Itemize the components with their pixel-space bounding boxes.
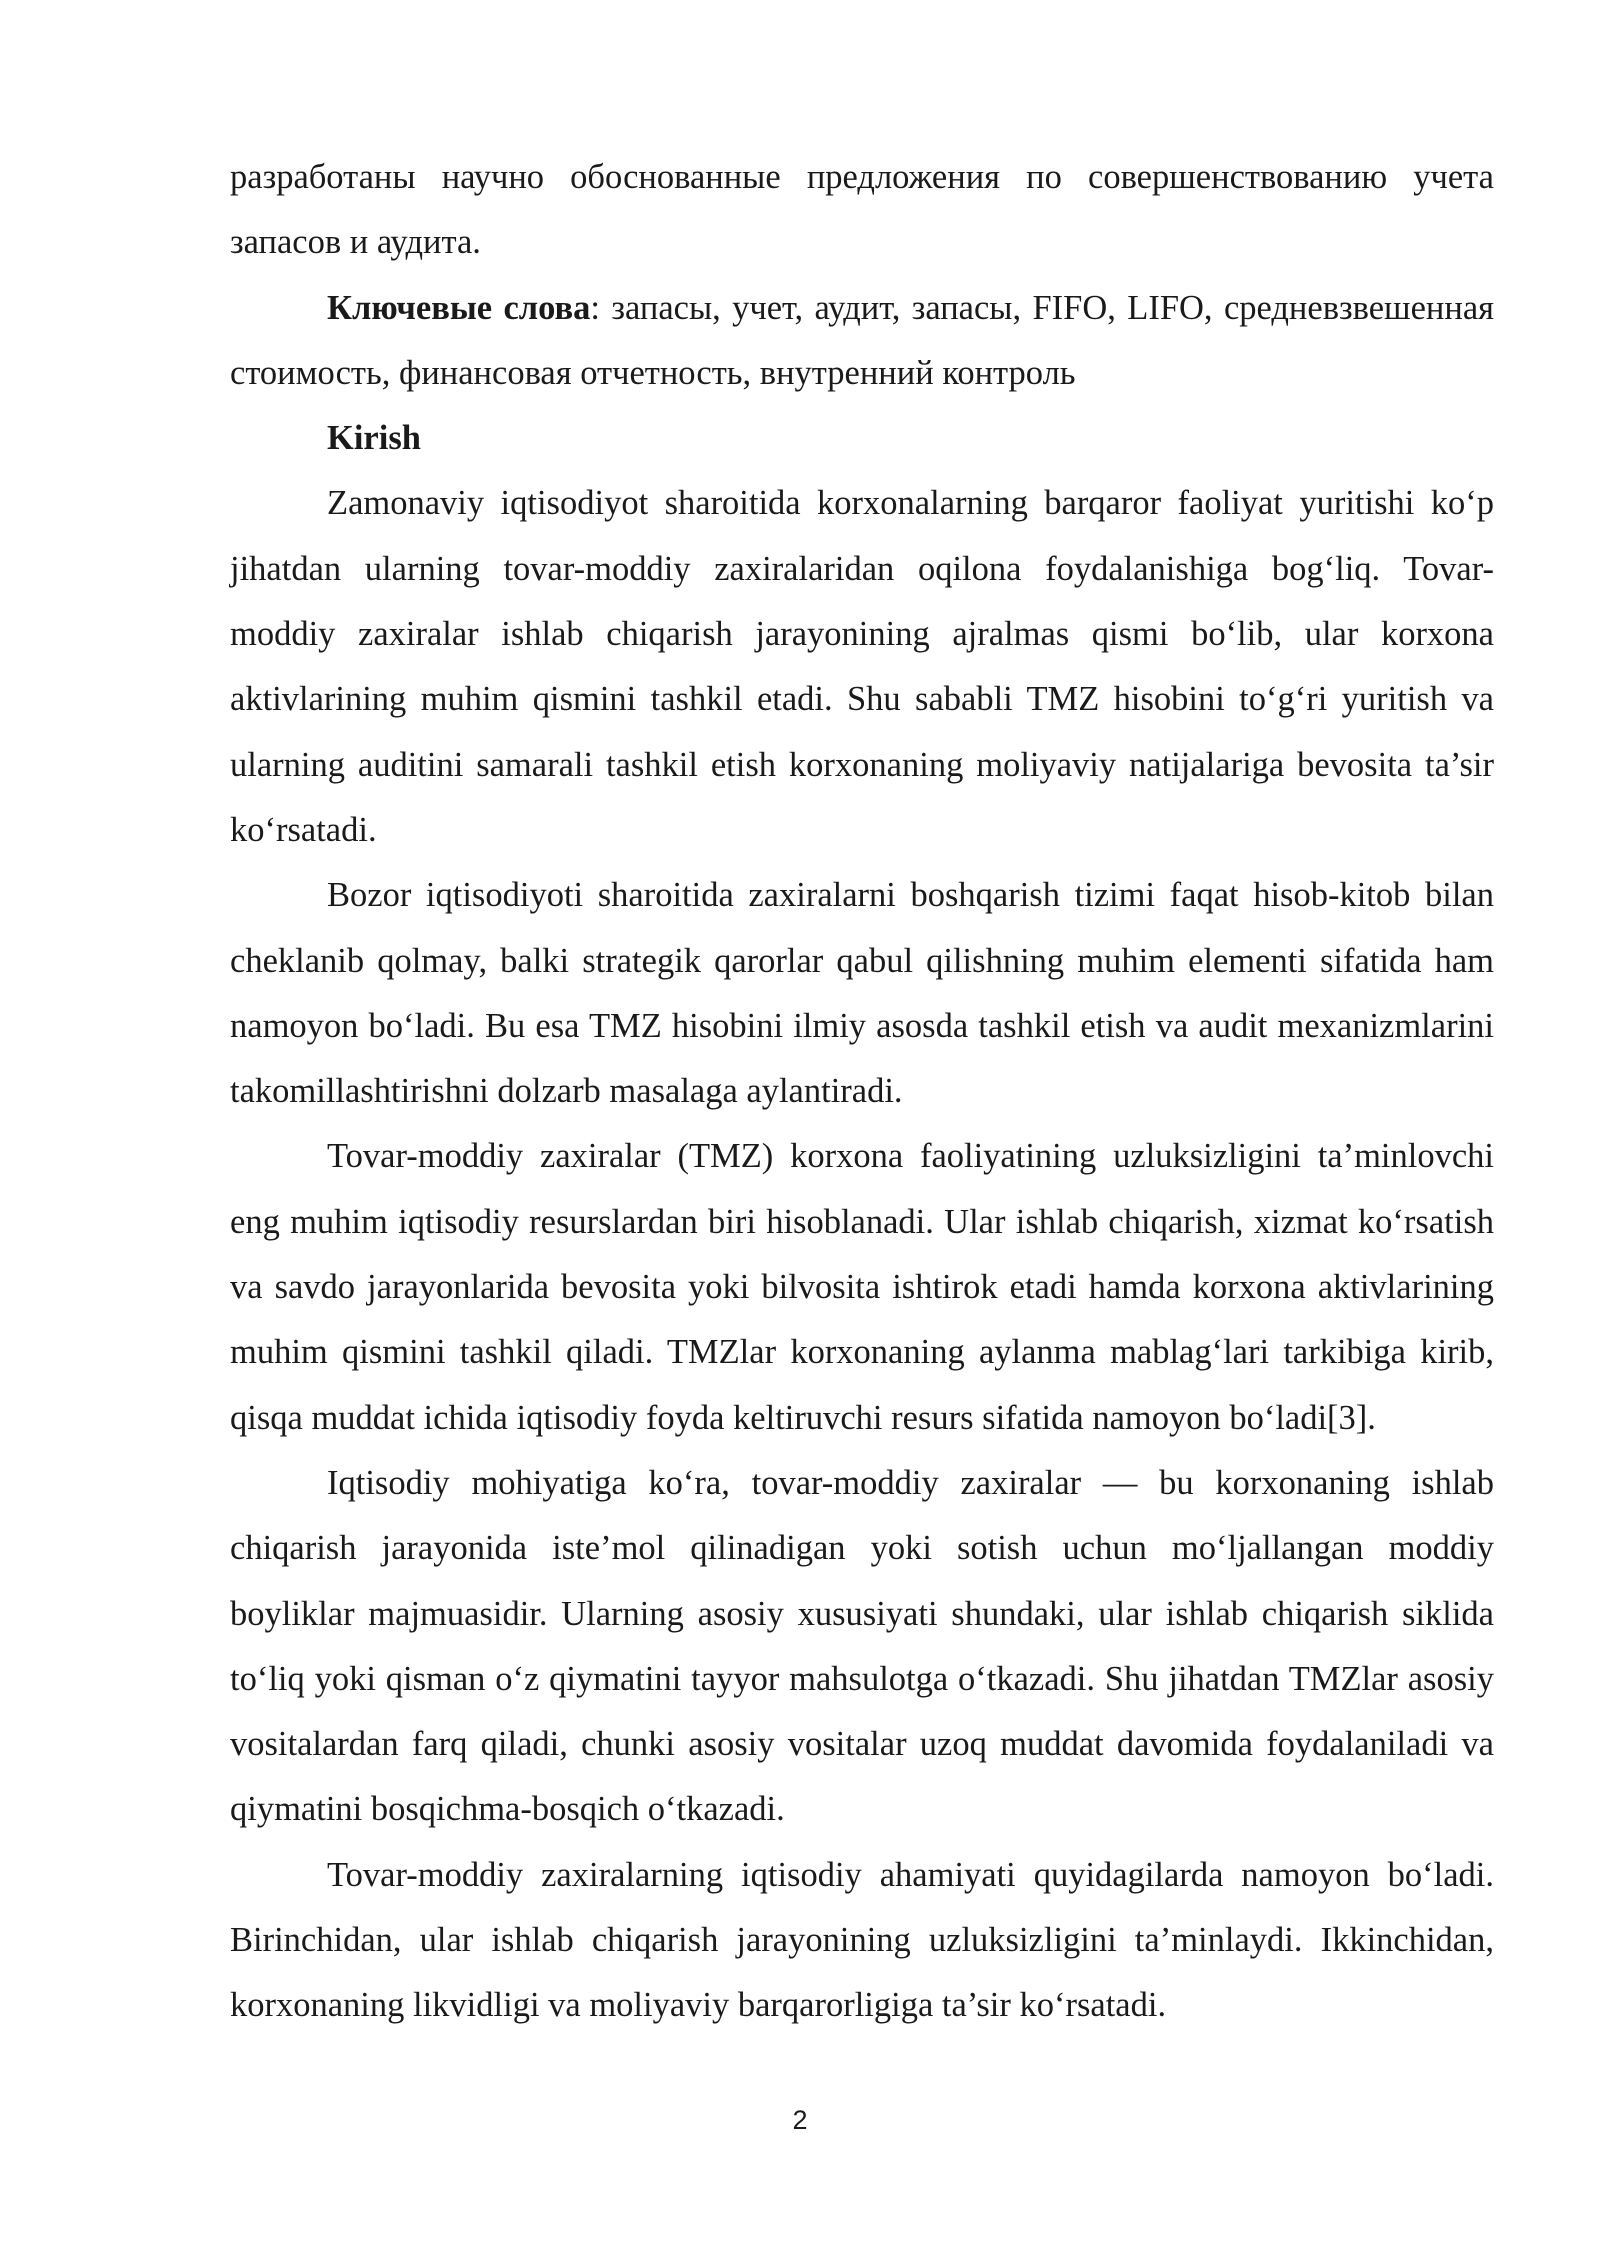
paragraph-2: Bozor iqtisodiyoti sharoitida zaxiralarni boshqarish tizimi faqat hisob-kitob bilan cheklanib qolmay, balki strategik qarorlar qabul qilishning muhim elementi sifatida ham namoyon bo‘ladi. Bu esa TMZ hisobini ilmiy asosda tashkil etish va audit mexanizmlarini takomillashtirishni dolzarb masalaga aylantiradi.: [230, 876, 1494, 1111]
keywords-label: Ключевые слова: [327, 288, 591, 327]
paragraph-3: Tovar-moddiy zaxiralar (TMZ) korxona faoliyatining uzluksizligini ta’minlovchi eng muhim iqtisodiy resurslardan biri hisoblanadi. Ular ishlab chiqarish, xizmat ko‘rsatish va savdo jarayonlarida bevosita yoki bilvosita ishtirok etadi hamda korxona aktivlarining muhim qismini tashkil qiladi. TMZlar korxonaning aylanma mablag‘lari tarkibiga kirib, qisqa muddat ichida iqtisodiy foyda keltiruvchi resurs sifatida namoyon bo‘ladi[3].: [230, 1137, 1494, 1437]
keywords-paragraph: [230, 276, 1494, 407]
keywords-text: : запасы, учет, аудит, запасы, FIFO, LIFO, средневзвешенная стоимость, финансовая отчетность, внутренний контроль: [230, 288, 1494, 392]
paragraph-intro-continuation: разработаны научно обоснованные предложения по совершенствованию учета запасов и аудита.: [230, 158, 1494, 262]
paragraph-4: Iqtisodiy mohiyatiga ko‘ra, tovar-moddiy zaxiralar — bu korxonaning ishlab chiqarish jarayonida iste’mol qilinadigan yoki sotish uchun mo‘ljallangan moddiy boyliklar majmuasidir. Ularning asosiy xususiyati shundaki, ular ishlab chiqarish siklida to‘liq yoki qisman o‘z qiymatini tayyor mahsulotga o‘tkazadi. Shu jihatdan TMZlar asosiy vositalardan farq qiladi, chunki asosiy vositalar uzoq muddat davomida foydalaniladi va qiymatini bosqichma-bosqich o‘tkazadi.: [230, 1463, 1494, 1829]
section-heading: Kirish: [327, 419, 421, 458]
document-page: [230, 145, 1494, 2039]
page-number: 2: [792, 2105, 808, 2135]
paragraph-1: Zamonaviy iqtisodiyot sharoitida korxonalarning barqaror faoliyat yuritishi ko‘p jihatdan ularning tovar-moddiy zaxiralaridan oqilona foydalanishiga bog‘liq. Tovar-moddiy zaxiralar ishlab chiqarish jarayonining ajralmas qismi bo‘lib, ular korxona aktivlarining muhim qismini tashkil etadi. Shu sababli TMZ hisobini to‘g‘ri yuritish va ularning auditini samarali tashkil etish korxonaning moliyaviy natijalariga bevosita ta’sir ko‘rsatadi.: [230, 484, 1494, 849]
paragraph-5: Tovar-moddiy zaxiralarning iqtisodiy ahamiyati quyidagilarda namoyon bo‘ladi. Birinchidan, ular ishlab chiqarish jarayonining uzluksizligini ta’minlaydi. Ikkinchidan, korxonaning likvidligi va moliyaviy barqarorligiga ta’sir ko‘rsatadi.: [230, 1855, 1494, 2025]
